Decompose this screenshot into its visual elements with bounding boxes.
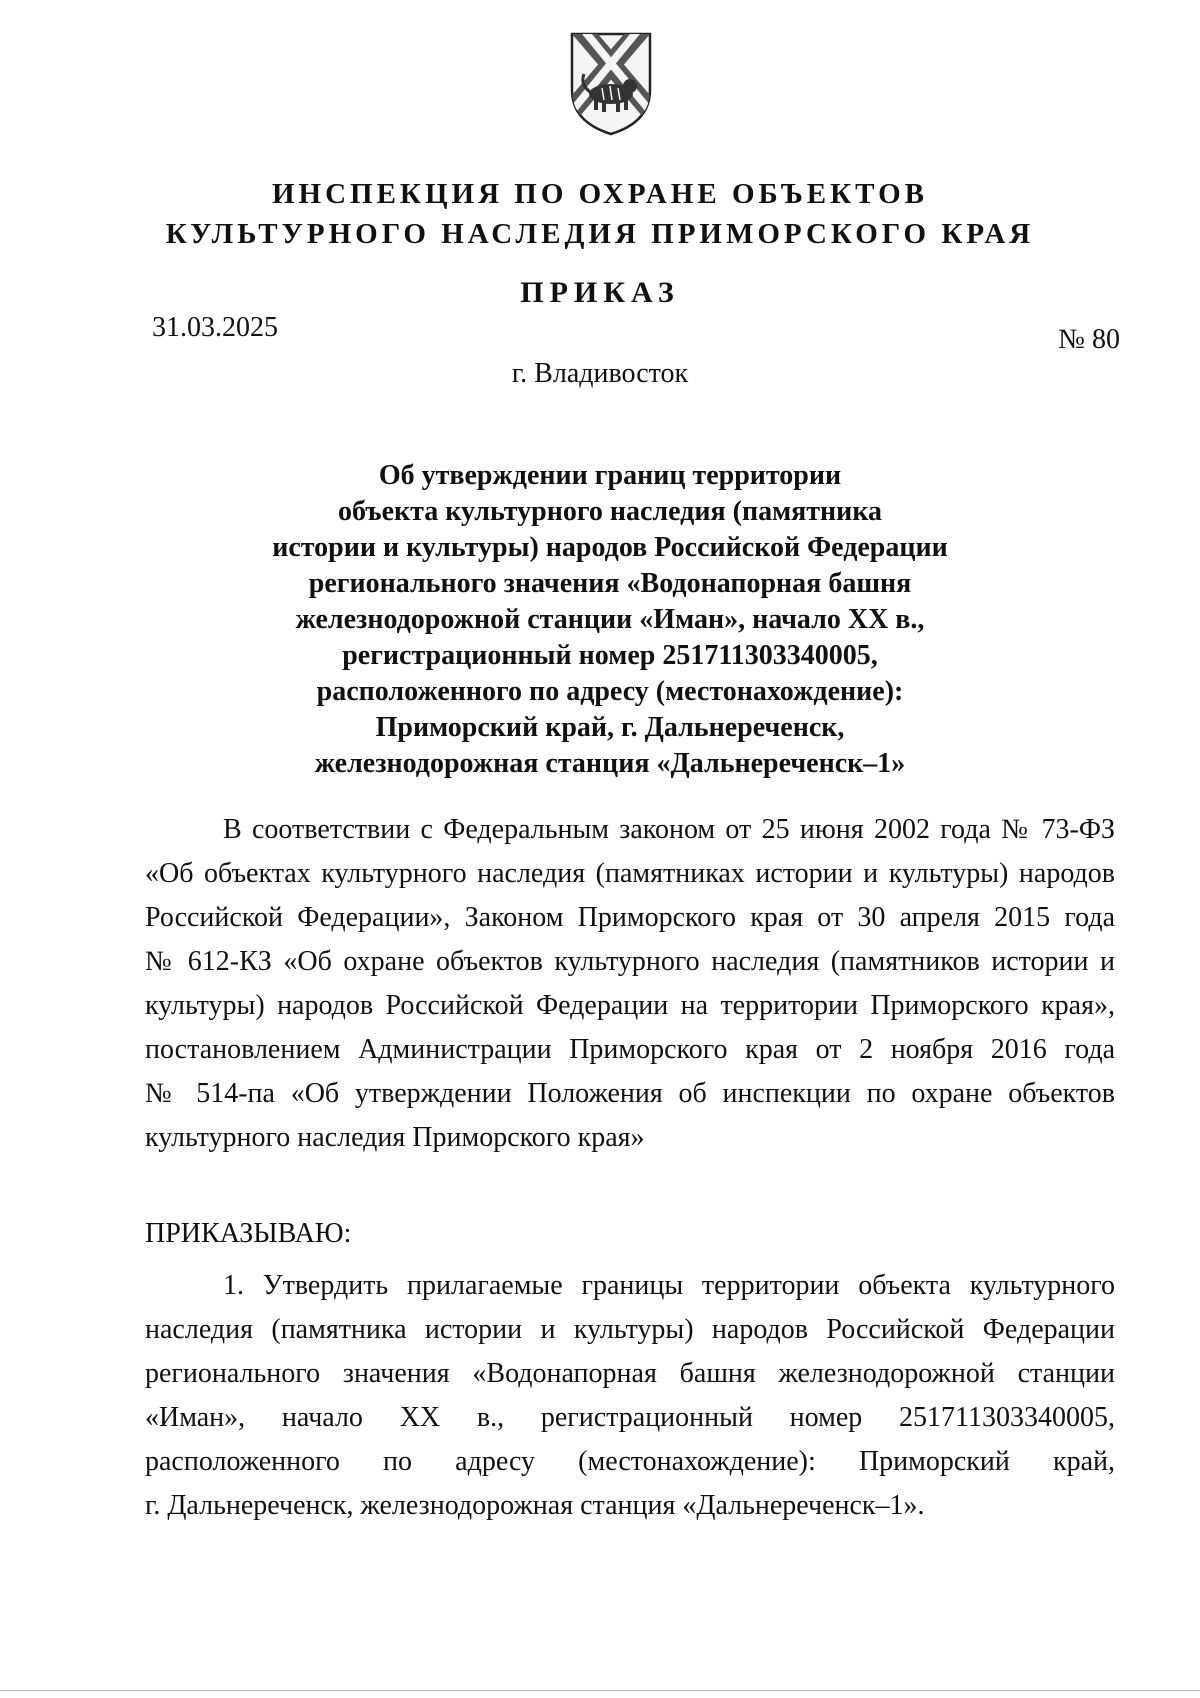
preamble-line: культурного наследия Приморского края» (145, 1122, 645, 1153)
subject-line: Об утверждении границ территории (378, 460, 842, 491)
document-number: № 80 (1058, 324, 1120, 355)
preamble-line: В соответствии с Федеральным законом от 25 июня 2002 года № 73-ФЗ (223, 814, 1115, 845)
order-item-line: регионального значения «Водонапорная башня железнодорожной станции (145, 1358, 1115, 1389)
preamble-line: Российской Федерации», Законом Приморского края от 30 апреля 2015 года (145, 902, 1115, 933)
subject-line: объекта культурного наследия (памятника (337, 496, 883, 527)
order-item-line: наследия (памятника истории и культуры) народов Российской Федерации (145, 1314, 1115, 1345)
preamble-line: «Об объектах культурного наследия (памятниках истории и культуры) народов (145, 858, 1115, 889)
subject-line: истории и культуры) народов Российской Федерации (272, 532, 948, 563)
document-type-title: ПРИКАЗ (520, 276, 680, 309)
document-city: г. Владивосток (511, 358, 689, 389)
subject-line: железнодорожной станции «Иман», начало XX в., (295, 604, 925, 635)
organization-name-line-2: КУЛЬТУРНОГО НАСЛЕДИЯ ПРИМОРСКОГО КРАЯ (165, 218, 1035, 250)
preamble-paragraph (145, 808, 1115, 1160)
order-item-line: «Иман», начало XX в., регистрационный номер 251711303340005, (145, 1402, 1115, 1433)
page-bottom-rule (0, 1690, 1200, 1691)
subject-line: Приморский край, г. Дальнереченск, (375, 712, 845, 743)
preamble-line: № 514-па «Об утверждении Положения об инспекции по охране объектов (145, 1078, 1115, 1109)
order-directive-word: ПРИКАЗЫВАЮ: (145, 1218, 352, 1249)
subject-line: регистрационный номер 251711303340005, (342, 640, 878, 671)
primorsky-krai-coat-of-arms-icon (568, 30, 654, 138)
preamble-line: культуры) народов Российской Федерации на территории Приморского края», (145, 990, 1115, 1021)
order-item-line: г. Дальнереченск, железнодорожная станция «Дальнереченск–1». (145, 1490, 925, 1521)
subject-line: железнодорожная станция «Дальнереченск–1» (314, 748, 906, 779)
preamble-line: № 612-КЗ «Об охране объектов культурного наследия (памятников истории и (145, 946, 1115, 977)
preamble-line: постановлением Администрации Приморского края от 2 ноября 2016 года (145, 1034, 1115, 1065)
order-item-line: 1. Утвердить прилагаемые границы территории объекта культурного (223, 1270, 1115, 1301)
document-date: 31.03.2025 (152, 312, 278, 343)
organization-name-line-1: ИНСПЕКЦИЯ ПО ОХРАНЕ ОБЪЕКТОВ (271, 178, 929, 210)
order-item-1 (145, 1264, 1115, 1528)
subject-line: расположенного по адресу (местонахождение): (316, 676, 904, 707)
subject-line: регионального значения «Водонапорная башня (308, 568, 912, 599)
document-subject (250, 458, 970, 782)
order-item-line: расположенного по адресу (местонахождение): Приморский край, (145, 1446, 1115, 1477)
